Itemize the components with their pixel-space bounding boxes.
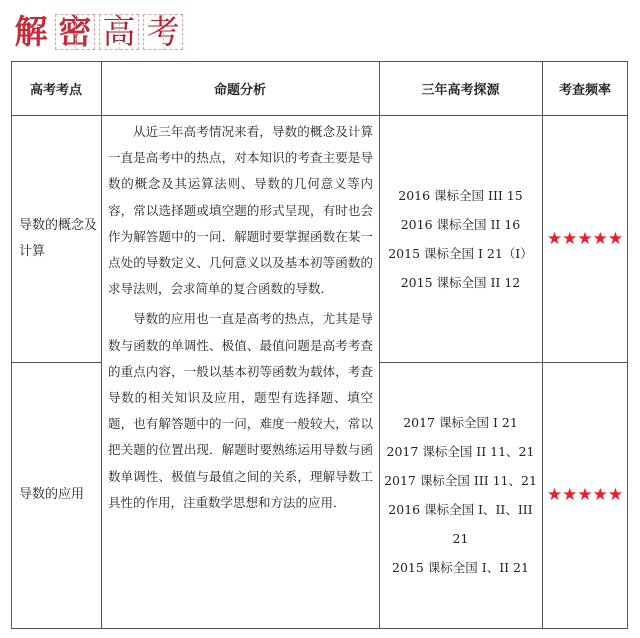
analysis-text bbox=[108, 119, 373, 516]
row-point: 导数的应用 bbox=[19, 487, 85, 502]
header-frequency: 考查频率 bbox=[558, 82, 611, 98]
source-item: 2016 课标全国 III 15 bbox=[398, 187, 523, 203]
header-point: 高考考点 bbox=[29, 82, 82, 98]
source-item: 2015 课标全国 II 12 bbox=[400, 274, 521, 290]
source-item: 2015 课标全国 I 21（I） bbox=[388, 245, 533, 261]
frequency-stars: ★★★★★ bbox=[546, 485, 624, 505]
header-char: 解 bbox=[14, 12, 48, 51]
analysis-paragraph: 从近三年高考情况来看，导数的概念及计算一直是高考中的热点，对本知识的考查主要是导数的概念及其运算法则、导数的几何意义等内容，常以选择题或填空题的形式呈现，有时也会作为解答题中的一问．解题时要掌握函数在某一点处的导数定义、几何意义以及基本初等函数的求导法则，会求简单的复合函数的导数． bbox=[108, 124, 373, 297]
header-char: 高 bbox=[98, 12, 140, 52]
source-item: 2017 课标全国 I 21 bbox=[403, 415, 518, 430]
source-item: 2016 课标全国 II 16 bbox=[400, 216, 521, 232]
exam-analysis-table bbox=[11, 61, 628, 629]
header-char: 考 bbox=[142, 12, 184, 52]
header-sources: 三年高考探源 bbox=[421, 82, 500, 98]
source-item: 2016 课标全国 I、II、III 21 bbox=[388, 502, 533, 546]
source-item: 2017 课标全国 III 11、21 bbox=[384, 473, 537, 488]
source-item: 2017 课标全国 II 11、21 bbox=[386, 444, 535, 459]
analysis-paragraph: 导数的应用也一直是高考的热点，尤其是导数与函数的单调性、极值、最值问题是高考考查的重点内容，一般以基本初等函数为载体，考查导数的相关知识及应用，题型有选择题、填空题，也有解答题中的一问，难度一般较大，常以把关题的位置出现．解题时要熟练运用导数与函数单调性、极值与最值之间的关系，理解导数工具性的作用，注重数学思想和方法的应用． bbox=[108, 311, 373, 510]
source-item: 2015 课标全国 I、II 21 bbox=[392, 560, 529, 575]
header-char: 密 bbox=[54, 12, 96, 52]
header-analysis: 命题分析 bbox=[213, 82, 266, 98]
row-point: 导数的概念及计算 bbox=[19, 217, 98, 259]
page-header bbox=[10, 12, 186, 52]
frequency-stars: ★★★★★ bbox=[546, 228, 624, 249]
row-sources bbox=[379, 115, 542, 362]
row-sources bbox=[379, 362, 542, 628]
